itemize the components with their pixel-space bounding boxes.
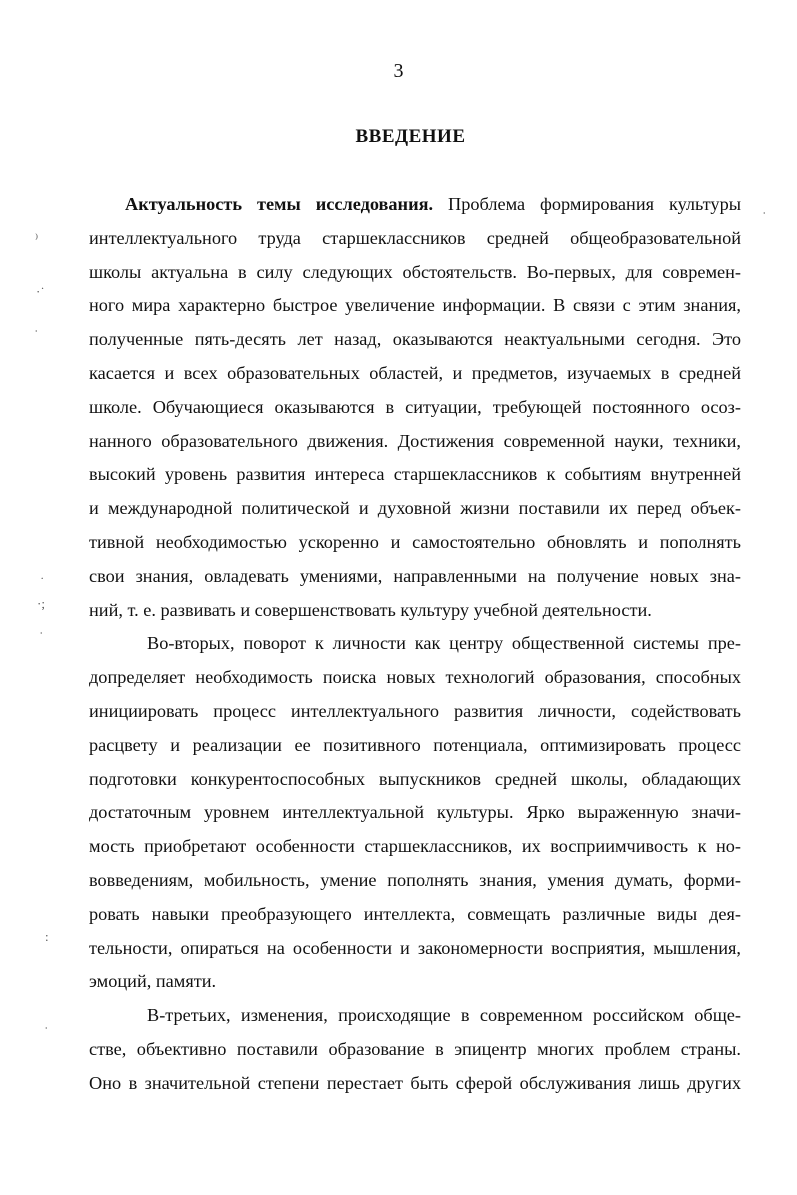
paragraph-2-line: достаточным уровнем интеллектуальной культуры. Ярко выраженную значи- (89, 802, 741, 823)
scan-mark: ·; (37, 596, 45, 611)
scan-mark: ˌ (39, 619, 44, 634)
paragraph-2-line: ровать навыки преобразующего интеллекта, совмещать различные виды дея- (89, 903, 741, 924)
scan-mark: ˙ (40, 574, 45, 589)
paragraph-3-line: стве, объективно поставили образование в эпицентр многих проблем страны. (89, 1038, 741, 1059)
scan-mark: : (45, 929, 49, 944)
paragraph-1-line: и международной политической и духовной жизни поставили их перед объек- (89, 498, 741, 519)
paragraph-1-line-0 (89, 188, 741, 222)
paragraph-3-line: Оно в значительной степени перестает быть сферой обслуживания лишь других (89, 1072, 741, 1093)
scan-mark: ⁾ (35, 231, 39, 246)
paragraph-2-line: расцвету и реализации ее позитивного потенциала, оптимизировать процесс (89, 734, 741, 755)
paragraph-1-line: тивной необходимостью ускоренно и самостоятельно обновлять и пополнять (89, 531, 741, 552)
scan-mark: ˌ (34, 317, 39, 332)
section-heading: ВВЕДЕНИЕ (355, 126, 466, 147)
lead-rest-text: Проблема формирования культуры (433, 194, 741, 214)
paragraph-2-line: допределяет необходимость поиска новых технологий образования, способных (89, 667, 741, 688)
paragraph-2-line: вовведениям, мобильность, умение пополнять знания, умения думать, форми- (89, 869, 741, 890)
paragraph-1-line: школе. Обучающиеся оказываются в ситуации, требующей постоянного осоз- (89, 396, 741, 417)
paragraph-1-line: полученные пять-десять лет назад, оказываются неактуальными сегодня. Это (89, 329, 741, 350)
scan-mark: ˌ (762, 199, 767, 214)
paragraph-1-line: свои знания, овладевать умениями, направленными на получение новых зна- (89, 565, 741, 586)
paragraph-1-line: ний, т. е. развивать и совершенствовать культуру учебной деятельности. (89, 599, 652, 620)
paragraph-2-line: Во-вторых, поворот к личности как центру общественной системы пре- (147, 633, 741, 654)
page-number: 3 (393, 60, 404, 82)
paragraph-3-line: В-третьих, изменения, происходящие в современном российском обще- (147, 1005, 741, 1026)
scan-mark: ·˙ (36, 284, 45, 299)
paragraph-2-line: тельности, опираться на особенности и закономерности восприятия, мышления, (89, 937, 741, 958)
paragraph-1-line: касается и всех образовательных областей, и предметов, изучаемых в средней (89, 362, 741, 383)
scan-mark: ˌ (44, 1014, 49, 1029)
paragraph-1-line: ного мира характерно быстрое увеличение информации. В связи с этим знания, (89, 295, 741, 316)
paragraph-2-line: мость приобретают особенности старшеклассников, их восприимчивость к но- (89, 836, 741, 857)
paragraph-1-line: школы актуальна в силу следующих обстоятельств. Во-первых, для современ- (89, 261, 741, 282)
paragraph-2-line: подготовки конкурентоспособных выпускников средней школы, обладающих (89, 768, 741, 789)
paragraph-1-line: нанного образовательного движения. Достижения современной науки, техники, (89, 430, 741, 451)
paragraph-2-line: эмоций, памяти. (89, 971, 217, 992)
paragraph-2-line: инициировать процесс интеллектуального развития личности, содействовать (89, 700, 741, 721)
body-text (89, 188, 741, 1101)
lead-bold-text: Актуальность темы исследования. (125, 194, 434, 214)
paragraph-1-line: высокий уровень развития интереса старшеклассников к событиям внутренней (89, 464, 741, 485)
paragraph-1-line: интеллектуального труда старшеклассников средней общеобразовательной (89, 227, 741, 248)
